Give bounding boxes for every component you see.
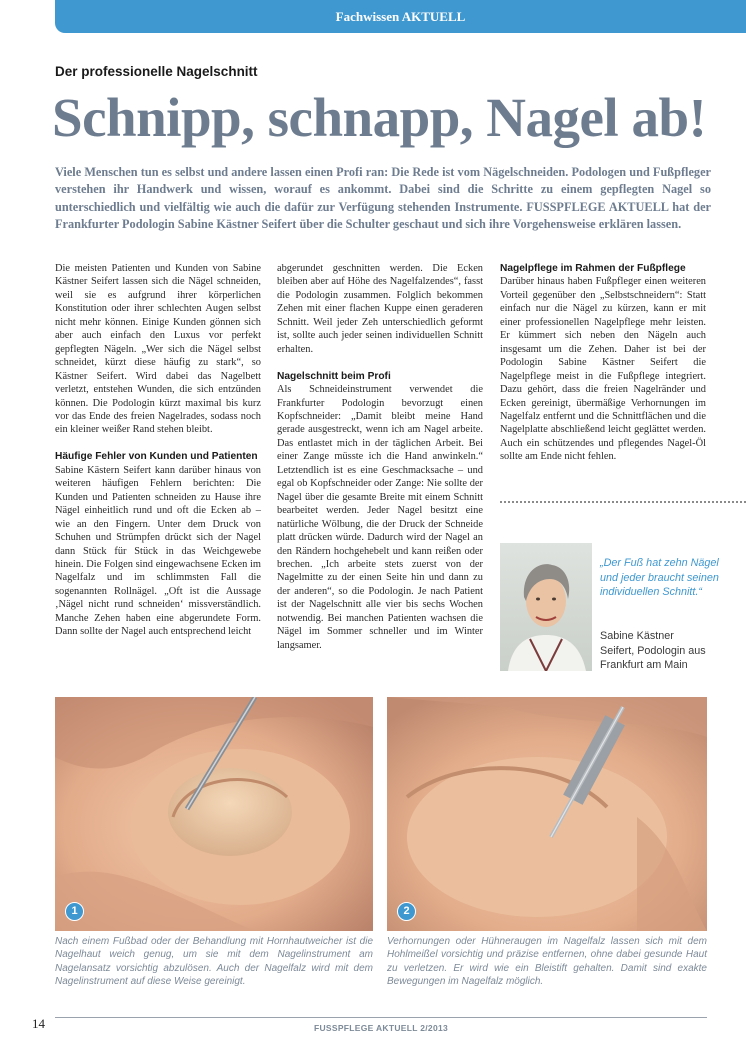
author-city: Frankfurt am Main xyxy=(600,659,688,671)
page-number: 14 xyxy=(32,1016,45,1031)
kicker: Der professionelle Nagelschnitt xyxy=(55,64,258,79)
paragraph: Die meisten Patienten und Kunden von Sabine Kästner Seifert lassen sich die Nägel schneiden, weil sie es aufgrund ihrer körperlichen Konstitution oder ihrer schlechten Augen selbst nicht mehr können. Einige Kunden gönnen sich aber auch einfach den Luxus vor perfekt gepflegten Nägeln. „Wer sich die Nägel selbst schneidet, kürzt diese häufig zu stark“, so Kästner Seifert. Wird dabei das Nagelbett verletzt, entstehen Wunden, die sich entzünden können. Die Podologin kürzt maximal bis kurz vor das Ende des freien Nagelrades, sodass noch ein kleiner weißer Rand stehen bleibt. xyxy=(55,263,261,436)
lead-paragraph: Viele Menschen tun es selbst und andere lassen einen Profi ran: Die Rede ist vom Nägelschneiden. Podologen und Fußpfleger verstehen ihr Handwerk und wissen, worauf es ankommt. Dabei sind die Schritte zu einem gepflegten Nagel so unterschiedlich und vielfältig wie auch die dafür zur Verfügung stehenden Instrumente. FUSSPFLEGE AKTUELL hat der Frankfurter Podologin Sabine Kästner Seifert über die Schulter geschaut und sich ihre Vorgehensweise erklären lassen. xyxy=(55,165,711,231)
subheading: Häufige Fehler von Kunden und Patienten xyxy=(55,451,258,463)
pull-quote: „Der Fuß hat zehn Nägel und jeder braucht seinen individuellen Schnitt.“ xyxy=(600,557,719,598)
paragraph: abgerundet geschnitten werden. Die Ecken bleiben aber auf Höhe des Nagelfalzendes“, fasst die Podologin zusammen. Folglich bekommen Zehen mit einer flachen Kuppe einen geraderen Schnitt. Weil jeder Zeh unterschiedlich geformt ist, sollte auch jeder seinen individuellen Schnitt erhalten. xyxy=(277,263,483,355)
footer-magazine-issue: FUSSPFLEGE AKTUELL 2/2013 xyxy=(313,1023,449,1033)
paragraph: Sabine Kästern Seifert kann darüber hinaus von weiteren häufigen Fehlern berichten: Die Kunden und Patienten schneiden zu Hause ihre Nägel einheitlich rund und oft die Ecken ab – wie an den Fingern. Unter dem Druck von Schuhen und Strümpfen drückt sich der Nagel dann Stück für Stück in das Weichgewebe hinein. Die Folgen sind eingewachsene Ecken im Nagelfalz und im schlimmsten Fall die sogenannten Rollnägel. „Oft ist die Aussage ‚Nägel nicht rund schneiden‘ missverständlich. Manche Zehen haben eine abgerundete Form. Dann sollte der Nagel auch entsprechend leicht xyxy=(55,464,261,638)
portrait-photo xyxy=(500,543,592,671)
author-role: Seifert, Podologin aus xyxy=(600,644,706,657)
subheading: Nagelpflege im Rahmen der Fußpflege xyxy=(500,263,686,274)
paragraph: Als Schneideinstrument verwendet die Frankfurter Podologin bevorzugt einen Kopfschneider: „Damit bleibt meine Hand gerade ausgestreckt, wenn ich am Nagel arbeite. Das entlastet mich in der täglichen Arbeit. Bei einer Zange müsste ich die Hand anwinkeln.“ Letztendlich ist es eine Geschmacksache – und egal ob Kopfschneider oder Zange: Nie sollte der Nagel über die gesamte Breite mit einem Schnitt bearbeitet werden. Jeder Nagel besitzt eine natürliche Wölbung, die der Druck der Schneide platt drücken würde. Dadurch wird der Nagel an den Rändern hochgehebelt und kann reißen oder brechen. „Ich arbeite stets zuerst von der Nagelmitte zu der einen Seite hin und dann zu der anderen“, so die Podologin. Je nach Patient ist der Nagelschnitt alle vier bis sechs Wochen notwendig. Bei manchen Patienten wachsen die Nägel im Sommer schneller und im Winter langsamer. xyxy=(277,384,483,651)
headline: Schnipp, schnapp, Nagel ab! xyxy=(52,87,707,148)
photo-number-badge: 1 xyxy=(65,902,84,921)
dotted-divider xyxy=(500,501,746,503)
author-name: Sabine Kästner xyxy=(600,630,674,642)
subheading: Nagelschnitt beim Profi xyxy=(277,370,391,382)
footer-divider xyxy=(55,1017,707,1018)
text-column-2 xyxy=(277,262,483,666)
paragraph: Darüber hinaus haben Fußpfleger einen weiteren Vorteil gegenüber den „Selbstschneidern“: Statt einfach nur die Nägel zu kürzen, kann er mit einer professionellen Nagelpflege mehr leisten. Er kümmert sich neben den Nägeln auch insgesamt um die Zehen. Daher ist bei der Podologin Sabine Kästner Seifert die Nagelpflege meist in die Fußpflege integriert. Dazu gehört, dass die freien Nagelränder und Ecken gereinigt, übermäßige Verhornungen im Nagelfalz entfernt und die Schnittflächen und die Nagelplatte abschließend leicht geglättet werden. Auch ein schützendes und pflegendes Nagel-Öl sollte am Ende nicht fehlen. xyxy=(500,276,706,463)
photo-nail-cuticle xyxy=(55,697,373,931)
photo-caption: Verhornungen oder Hühneraugen im Nagelfalz lassen sich mit dem Hohlmeißel vorsichtig und präzise entfernen, ohne dabei gesunde Haut zu verletzen. Er wird wie ein Bleistift gehalten. Damit sind exakte Bewegungen im Nagelfalz möglich. xyxy=(387,936,707,987)
text-column-1 xyxy=(55,262,261,652)
text-column-3 xyxy=(500,262,706,477)
photo-nail-fold xyxy=(387,697,707,931)
photo-caption: Nach einem Fußbad oder der Behandlung mit Hornhautweicher ist die Nagelhaut weich genug, um sie mit dem Nagelinstrument am Nagelansatz vorsichtig abzulösen. Auch der Nagelfalz wird mit dem Nagelinstrument auf diese Weise gereinigt. xyxy=(55,936,373,987)
section-banner: Fachwissen AKTUELL xyxy=(55,0,746,33)
photo-number-badge: 2 xyxy=(397,902,416,921)
quote-author xyxy=(600,629,740,673)
